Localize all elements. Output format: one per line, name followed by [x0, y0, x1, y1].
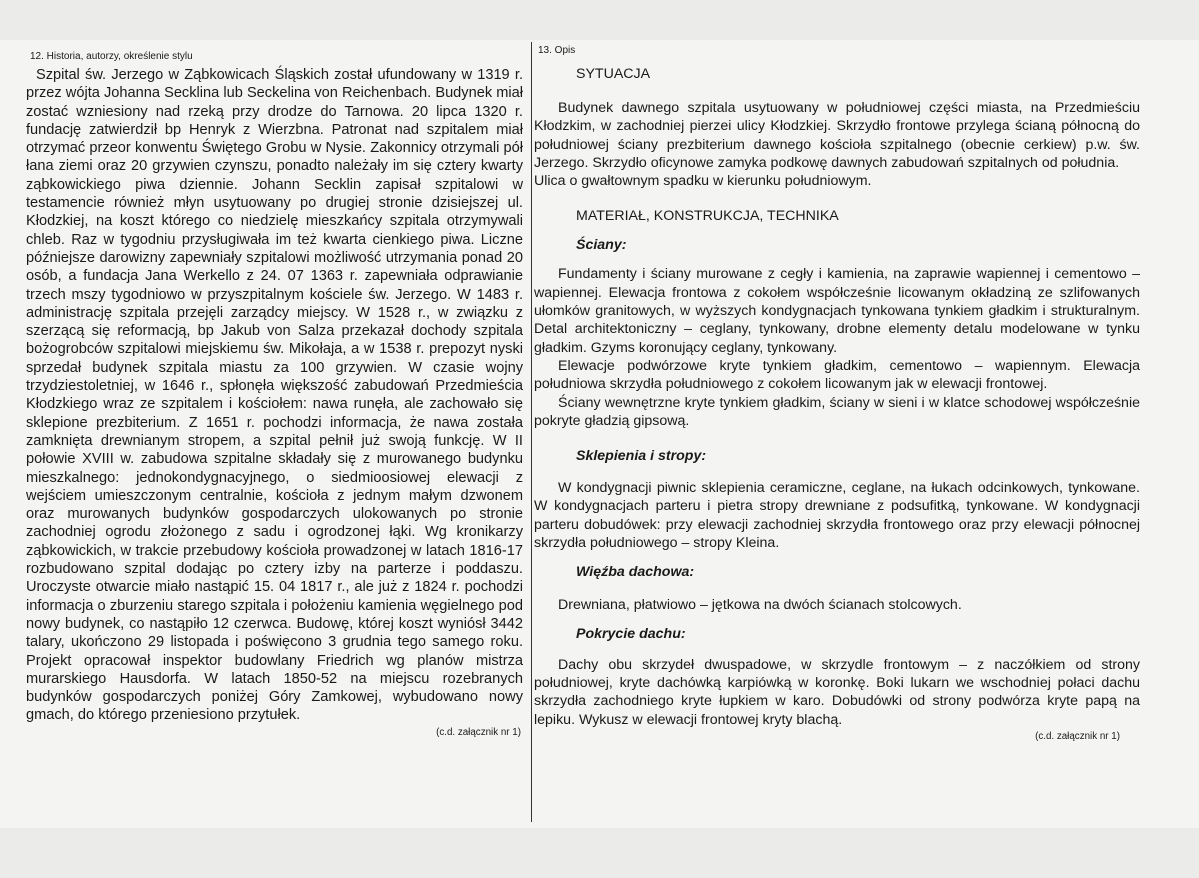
pokrycie-title: Pokrycie dachu:: [576, 625, 686, 642]
history-text: Szpital św. Jerzego w Ząbkowicach Śląskich został ufundowany w 1319 r. przez wójta Johanna Secklina lub Seckelina von Reichenbach. Budynek miał zostać wzniesiony nad rzeką przy drodze do Tarnowa. 20 lipca 1320 r. fundację zatwierdził bp Henryk z Wierzbna. Patronat nad szpitalem miał otrzymać przeor konwentu Świętego Grobu w Nysie. Zakonnicy otrzymali pół łana ziemi oraz 20 grzywien czynszu, ponadto należały im się cztery kwarty ząbkowickiego piwa dziennie. Johann Secklin zapisał szpitalowi w testamencie również młyn usytuowany po drugiej stronie dzisiejszej ul. Kłodzkiej, na koszt którego co niedzielę mieszkańcy szpitala otrzymywali chleb. Raz w tygodniu przysługiwała im też kwarta cienkiego piwa. Liczne późniejsze darowizny zapewniały szpitalowi możliwość utrzymania ponad 20 osób, a fundacja Jana Werkello z 24. 07 1363 r. zapewniała odprawianie trzech mszy tygodniowo w przyszpitalnym kościele św. Jerzego. W 1483 r. administrację szpitala przejęli zarządcy miejscy. W 1528 r., w związku z szerzącą się reformacją, bp Jakub von Salza przekazał dochody szpitala bożogrobców szpitalowi miejskiemu św. Mikołaja, a w 1538 r. prepozyt nyski sprzedał budynek szpitala miastu za 100 grzywien. W czasie wojny trzydziestoletniej, w 1646 r., spłonęła większość zabudowań Przedmieścia Kłodzkiego wraz ze szpitalem i kościołem: nawa runęła, ale zachowało się sklepione prezbiterium. Z 1651 r. pochodzi informacja, że nawa została zamknięta drewnianym stropem, a szpital pełnił już swoją funkcję. W II połowie XVIII w. zabudowa szpitalne składały się z murowanego budynku mieszkalnego: jednokondygnacyjnego, o siedmioosiowej elewacji z wejściem umieszczonym centralnie, kościoła z jednym małym dzwonem oraz murowanych budynków gospodarczych ulokowanych po stronie zachodniej ogrodu złożonego z sadu i ogrodzonej łąki. Wg kronikarzy ząbkowickich, w trakcie przebudowy kościoła prowadzonej w latach 1816-17 rozbudowano szpital dodając po cztery izby na parterze i poddaszu. Uroczyste otwarcie miało nastąpić 15. 04 1817 r., ale już z 1824 r. pochodzi informacja o zburzeniu starego szpitala i położeniu kamienia węgielnego pod nowy budynek, co nastąpiło 12 czerwca. Budowę, której koszt wyniósł 3442 talary, ukończono 29 listopada i poświęcono 3 grudnia tego samego roku. Projekt opracował inspektor budowlany Friedrich wg planów mistrza murarskiego Hausdorfa. W latach 1850-52 na miejscu rozebranych budynków gospodarczych poniżej Góry Zamkowej, wybudowano nowy gmach, do którego przeniesiono przytułek.: [26, 67, 523, 724]
sciany-paragraph-3: Ściany wewnętrzne kryte tynkiem gładkim, ściany w sieni i w klatce schodowej współcześnie pokryte gładzią gipsową.: [534, 394, 1140, 429]
sciany-paragraph-2: Elewacje podwórzowe kryte tynkiem gładkim, cementowo – wapiennym. Elewacja południowa skrzydła południowego z cokołem licowanym jak w elewacji frontowej.: [534, 357, 1140, 393]
description-section: [534, 44, 1140, 743]
history-heading: 12. Historia, autorzy, określenie stylu: [30, 51, 193, 62]
scan-top-margin: [0, 0, 1199, 40]
history-continuation-note: (c.d. załącznik nr 1): [436, 726, 521, 738]
sklepienia-title: Sklepienia i stropy:: [576, 448, 707, 465]
sytuacja-title: SYTUACJA: [576, 66, 651, 82]
sytuacja-street-note: Ulica o gwałtownym spadku w kierunku południowym.: [534, 173, 872, 190]
description-continuation-note: (c.d. załącznik nr 1): [1035, 730, 1120, 742]
scan-bottom-margin: [0, 828, 1199, 878]
sciany-title: Ściany:: [576, 237, 627, 254]
pokrycie-paragraph: Dachy obu skrzydeł dwuspadowe, w skrzydle frontowym – z naczółkiem od strony południowej, kryte dachówką karpiówką w koronkę. Boki lukarn we wschodniej połaci dachu skrzydła zachodniego kryte łupkiem w karo. Dobudówki od strony podwórza kryte papą na lepiku. Wykusz w elewacji frontowej kryty blachą.: [534, 656, 1140, 728]
history-section: [26, 50, 523, 739]
sklepienia-paragraph: W kondygnacji piwnic sklepienia ceramiczne, ceglane, na łukach odcinkowych, tynkowane. W kondygnacjach parteru i pietra stropy drewniane z podsufitką, tynkowane. W kondygnacji parteru dobudówek: przy elewacji zachodniej skrzydła frontowego oraz przy elewacji północnej skrzydła południowego – stropy Kleina.: [534, 480, 1140, 552]
description-heading: 13. Opis: [538, 45, 576, 56]
wiezba-paragraph: Drewniana, płatwiowo – jętkowa na dwóch ścianach stolcowych.: [558, 597, 962, 614]
sciany-paragraph-1: Fundamenty i ściany murowane z cegły i kamienia, na zaprawie wapiennej i cementowo – wapiennej. Elewacja frontowa z cokołem współcześnie licowanym okładziną ze szlifowanych ułomków granitowych, w wyższych kondygnacjach tynkowana tynkiem gładkim i strukturalnym. Detal architektoniczny – ceglany, tynkowany, drobne elementy detalu modelowane w tynku gładkim. Gzyms koronujący ceglany, tynkowany.: [534, 266, 1140, 356]
wiezba-title: Więźba dachowa:: [576, 564, 695, 581]
sytuacja-paragraph: Budynek dawnego szpitala usytuowany w południowej części miasta, na Przedmieściu Kłodzkim, w zachodniej pierzei ulicy Kłodzkiej. Skrzydło frontowe przylega ścianą północną do południowej ściany prezbiterium dawnego kościoła szpitalnego (obecnie cerkiew) p.w. św. Jerzego. Skrzydło oficynowe zamyka podkowę dawnych zabudowań szpitalnych od południa.: [534, 100, 1140, 171]
column-divider: [531, 42, 532, 822]
material-title: MATERIAŁ, KONSTRUKCJA, TECHNIKA: [576, 208, 839, 225]
